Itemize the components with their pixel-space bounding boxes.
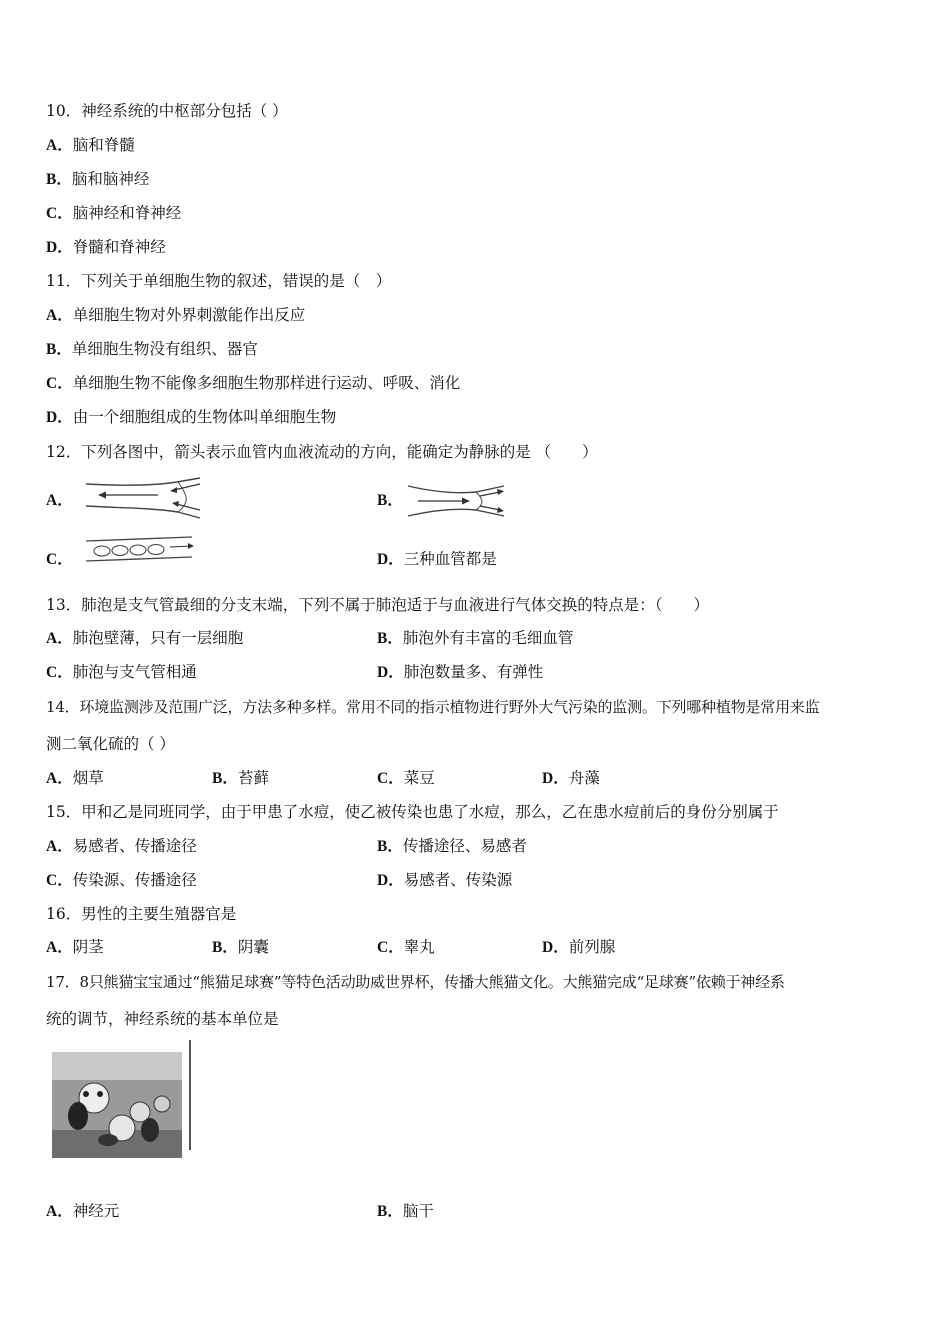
q12-option-a: A． [46, 492, 73, 509]
q10-option-d: D．脊髓和脊神经 [46, 238, 166, 256]
q15-option-a: A．易感者、传播途径 [46, 837, 197, 855]
q11-option-c: C．单细胞生物不能像多细胞生物那样进行运动、呼吸、消化 [46, 374, 461, 392]
q17-option-a: A．神经元 [46, 1202, 120, 1220]
q16-option-a: A．阴茎 [46, 938, 104, 956]
q12-option-c: C． [46, 551, 73, 568]
q11-option-d: D．由一个细胞组成的生物体叫单细胞生物 [46, 408, 337, 426]
q14-option-b: B．苔藓 [212, 769, 269, 787]
q14-option-a: A．烟草 [46, 769, 104, 787]
q12-stem: 12．下列各图中，箭头表示血管内血液流动的方向，能确定为静脉的是 （ ） [46, 443, 598, 461]
q14-stem-line2: 测二氧化硫的（ ） [46, 735, 175, 753]
q13-stem: 13．肺泡是支气管最细的分支末端，下列不属于肺泡适于与血液进行气体交换的特点是：（ ） [46, 596, 709, 614]
q16-option-c: C．睾丸 [377, 938, 435, 956]
q15-option-b: B．传播途径、易感者 [377, 837, 527, 855]
q11-option-a: A．单细胞生物对外界刺激能作出反应 [46, 306, 306, 324]
q14-stem-line1: 14．环境监测涉及范围广泛，方法多种多样。常用不同的指示植物进行野外大气污染的监测。下列哪种植物是常用来监 [46, 698, 820, 716]
q14-option-d: D．舟藻 [542, 769, 600, 787]
q14-option-c: C．菜豆 [377, 769, 435, 787]
q11-option-b: B．单细胞生物没有组织、器官 [46, 340, 258, 358]
q13-option-b: B．肺泡外有丰富的毛细血管 [377, 629, 574, 647]
q17-stem-line1: 17．8只熊猫宝宝通过“熊猫足球赛”等特色活动助威世界杯，传播大熊猫文化。大熊猫完成“足球赛”依赖于神经系 [46, 973, 785, 991]
q16-stem: 16．男性的主要生殖器官是 [46, 905, 237, 923]
q13-option-c: C．肺泡与支气管相通 [46, 663, 197, 681]
q13-option-d: D．肺泡数量多、有弹性 [377, 663, 544, 681]
q15-option-d: D．易感者、传染源 [377, 871, 513, 889]
vessel-figure-b [404, 480, 510, 522]
q10-option-a: A．脑和脊髓 [46, 136, 135, 154]
q13-option-a: A．肺泡壁薄，只有一层细胞 [46, 629, 244, 647]
q12-option-d: D．三种血管都是 [377, 550, 497, 568]
q17-option-b: B．脑干 [377, 1202, 434, 1220]
q15-option-c: C．传染源、传播途径 [46, 871, 197, 889]
q16-option-b: B．阴囊 [212, 938, 269, 956]
q10-stem: 10．神经系统的中枢部分包括（ ） [46, 102, 288, 120]
q16-option-d: D．前列腺 [542, 938, 616, 956]
q11-stem: 11．下列关于单细胞生物的叙述，错误的是（ ） [46, 272, 392, 290]
q10-option-c: C．脑神经和脊神经 [46, 204, 182, 222]
vessel-figure-a [82, 476, 204, 522]
q10-option-b: B．脑和脑神经 [46, 170, 150, 188]
vessel-figure-c [82, 533, 196, 567]
q15-stem: 15．甲和乙是同班同学，由于甲患了水痘，使乙被传染也患了水痘，那么，乙在患水痘前后的身份分别属于 [46, 803, 779, 821]
q17-stem-line2: 统的调节，神经系统的基本单位是 [46, 1010, 279, 1028]
panda-photo [50, 1040, 196, 1162]
q12-option-b: B． [377, 492, 403, 509]
